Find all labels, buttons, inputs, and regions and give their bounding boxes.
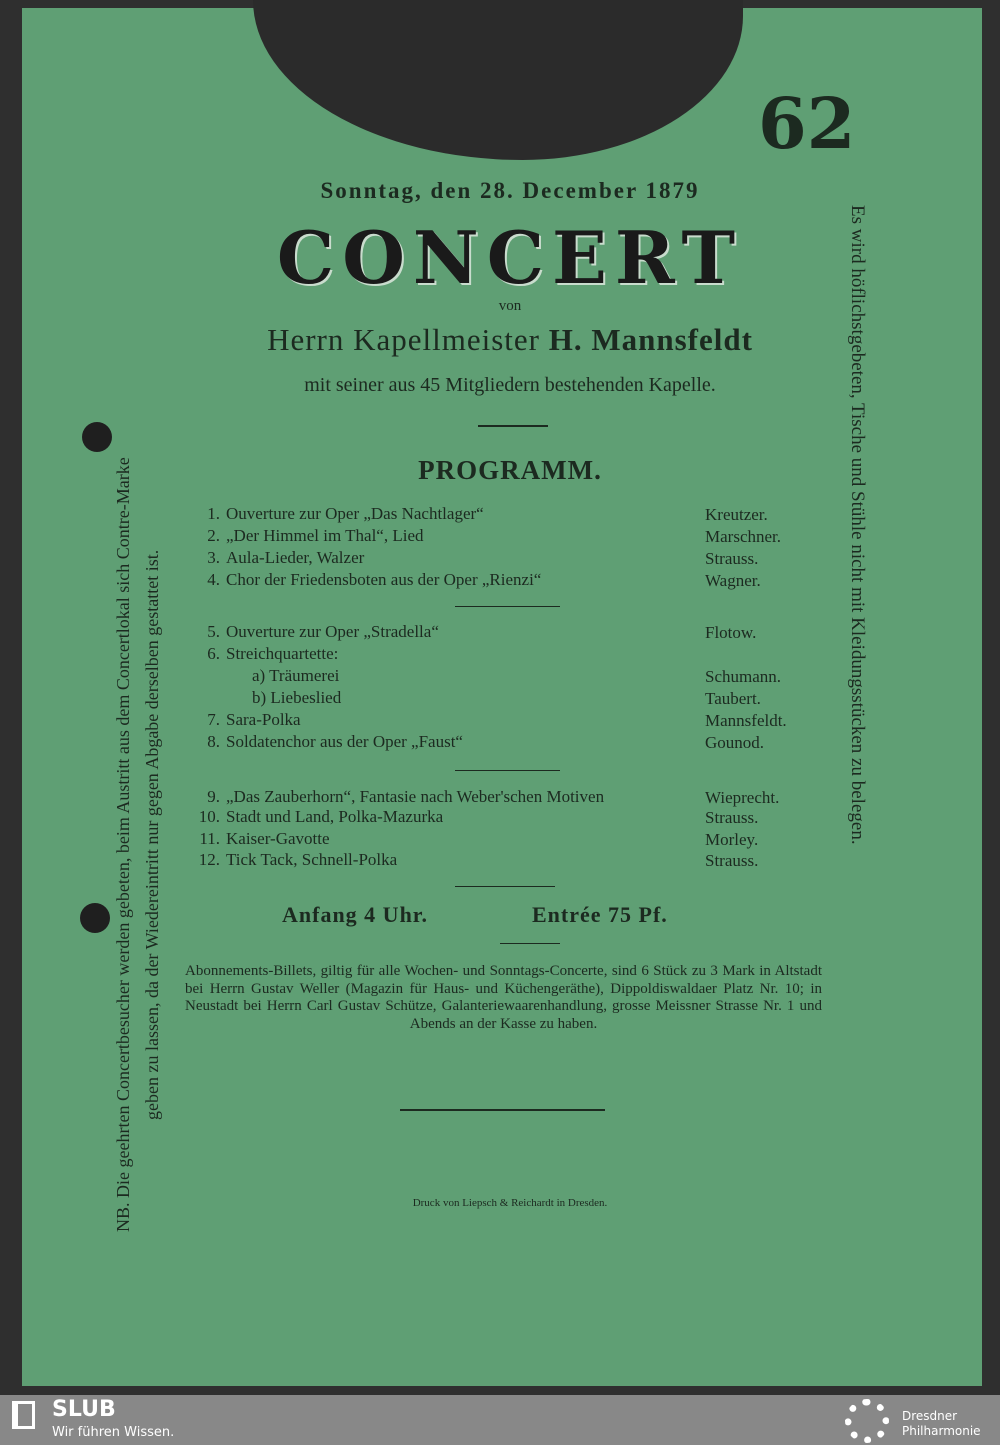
program-item-title: a) Träumerei [252, 666, 340, 685]
program-item-number: 2. [207, 526, 220, 545]
program-item-title: Ouverture zur Oper „Stradella“ [226, 622, 439, 641]
program-item-composer: Mannsfeldt. [705, 711, 787, 730]
divider [455, 606, 560, 607]
slub-tagline: Wir führen Wissen. [52, 1425, 175, 1440]
program-item-title: b) Liebeslied [252, 688, 342, 707]
program-item-number: 3. [207, 548, 220, 567]
program-item [207, 547, 365, 569]
program-item [207, 525, 424, 547]
host-prefix: Herrn Kapellmeister [267, 322, 540, 357]
left-note-line-2: geben zu lassen, da der Wiedereintritt nur gegen Abgabe derselben gestattet ist. [142, 549, 162, 1120]
program-item [198, 849, 398, 871]
program-item-title: Aula-Lieder, Walzer [226, 548, 365, 567]
program-item-number: 12. [198, 850, 220, 869]
program-item-composer: Strauss. [705, 808, 759, 827]
program-item [207, 643, 339, 665]
program-item-title: Streichquartette: [226, 644, 339, 663]
program-item-title: Sara-Polka [226, 710, 301, 729]
punch-hole [80, 903, 110, 933]
program-item-title: Soldatenchor aus der Oper „Faust“ [226, 732, 463, 751]
program-item [207, 621, 439, 643]
program-item-number: 9. [207, 787, 220, 806]
program-item-composer: Wagner. [705, 571, 761, 590]
program-item [207, 786, 605, 808]
partner-line-1: Dresdner [902, 1409, 958, 1423]
ornament-divider [400, 1109, 605, 1111]
program-item [207, 569, 542, 591]
program-item-number: 5. [207, 622, 220, 641]
right-note: Es wird höflichstgebeten, Tische und Stühle nicht mit Kleidungsstücken zu belegen. [847, 205, 868, 845]
punch-hole [82, 422, 112, 452]
concert-title: CONCERT [276, 215, 744, 300]
philharmonie-name[interactable] [902, 1409, 981, 1439]
book-icon [12, 1401, 35, 1429]
program-item-number: 8. [207, 732, 220, 751]
program-item-title: Stadt und Land, Polka-Mazurka [226, 807, 444, 826]
start-time: Anfang 4 Uhr. [282, 902, 429, 927]
host-line [180, 322, 840, 358]
date-line: Sonntag, den 28. December 1879 [320, 178, 700, 203]
program-item [252, 687, 341, 709]
printer-credit: Druck von Liepsch & Reichardt in Dresden. [412, 1197, 608, 1209]
program-item [207, 731, 463, 753]
program-item-title: „Das Zauberhorn“, Fantasie nach Weber'schen Motiven [226, 787, 605, 806]
divider [500, 943, 560, 944]
program-item-composer: Marschner. [705, 527, 782, 546]
von-label: von [498, 298, 522, 314]
subtitle: mit seiner aus 45 Mitgliedern bestehenden Kapelle. [304, 374, 716, 396]
program-item-composer: Flotow. [705, 623, 757, 642]
program-item-number: 6. [207, 644, 220, 663]
program-item [207, 709, 301, 731]
programm-heading: PROGRAMM. [418, 455, 602, 485]
program-item [199, 828, 330, 850]
host-name: H. Mannsfeldt [548, 322, 753, 357]
subscription-info: Abonnements-Billets, giltig für alle Wochen- und Sonntags-Concerte, sind 6 Stück zu 3 Mark in Altstadt bei Herrn Gustav Weller (Magazin für Haus- und Küchengeräthe), Dippoldiswaldaer Platz Nr. 10; in Neustadt bei Herrn Carl Gustav Schütze, Galanteriewaarenhandlung, grosse Meissner Strasse Nr. 1 und Abends an der Kasse zu haben. [185, 963, 822, 1032]
left-note-line-1: NB. Die geehrten Concertbesucher werden gebeten, beim Austritt aus dem Concertlokal sich Contre-Marke [113, 457, 133, 1232]
program-item [252, 665, 339, 687]
program-item-title: Tick Tack, Schnell-Polka [226, 850, 398, 869]
ornament-divider [478, 425, 548, 427]
program-item-composer: Strauss. [705, 549, 759, 568]
philharmonie-logo-icon [845, 1399, 889, 1443]
program-item-title: „Der Himmel im Thal“, Lied [226, 526, 424, 545]
program-item-composer: Morley. [705, 830, 759, 849]
footer-bar [0, 1395, 1000, 1445]
program-item-composer: Strauss. [705, 851, 759, 870]
program-item-composer: Wieprecht. [705, 788, 780, 807]
ticket-number: 62 [758, 82, 856, 165]
program-item-title: Kaiser-Gavotte [226, 829, 330, 848]
program-item-composer: Gounod. [705, 733, 765, 752]
program-item [207, 503, 484, 525]
program-item-title: Chor der Friedensboten aus der Oper „Rienzi“ [226, 570, 542, 589]
program-item-number: 10. [198, 807, 220, 826]
slub-logo[interactable]: SLUB [52, 1397, 116, 1422]
program-item-composer: Schumann. [705, 667, 782, 686]
program-item-composer: Taubert. [705, 689, 761, 708]
program-item-number: 4. [207, 570, 220, 589]
program-item-number: 7. [207, 710, 220, 729]
divider [455, 886, 555, 887]
program-item-number: 1. [207, 504, 220, 523]
partner-line-2: Philharmonie [902, 1424, 981, 1438]
program-item-composer: Kreutzer. [705, 505, 768, 524]
program-item-title: Ouverture zur Oper „Das Nachtlager“ [226, 504, 484, 523]
program-item-number: 11. [199, 829, 220, 848]
entry-price: Entrée 75 Pf. [532, 902, 668, 927]
program-item [198, 806, 444, 828]
divider [455, 770, 560, 771]
